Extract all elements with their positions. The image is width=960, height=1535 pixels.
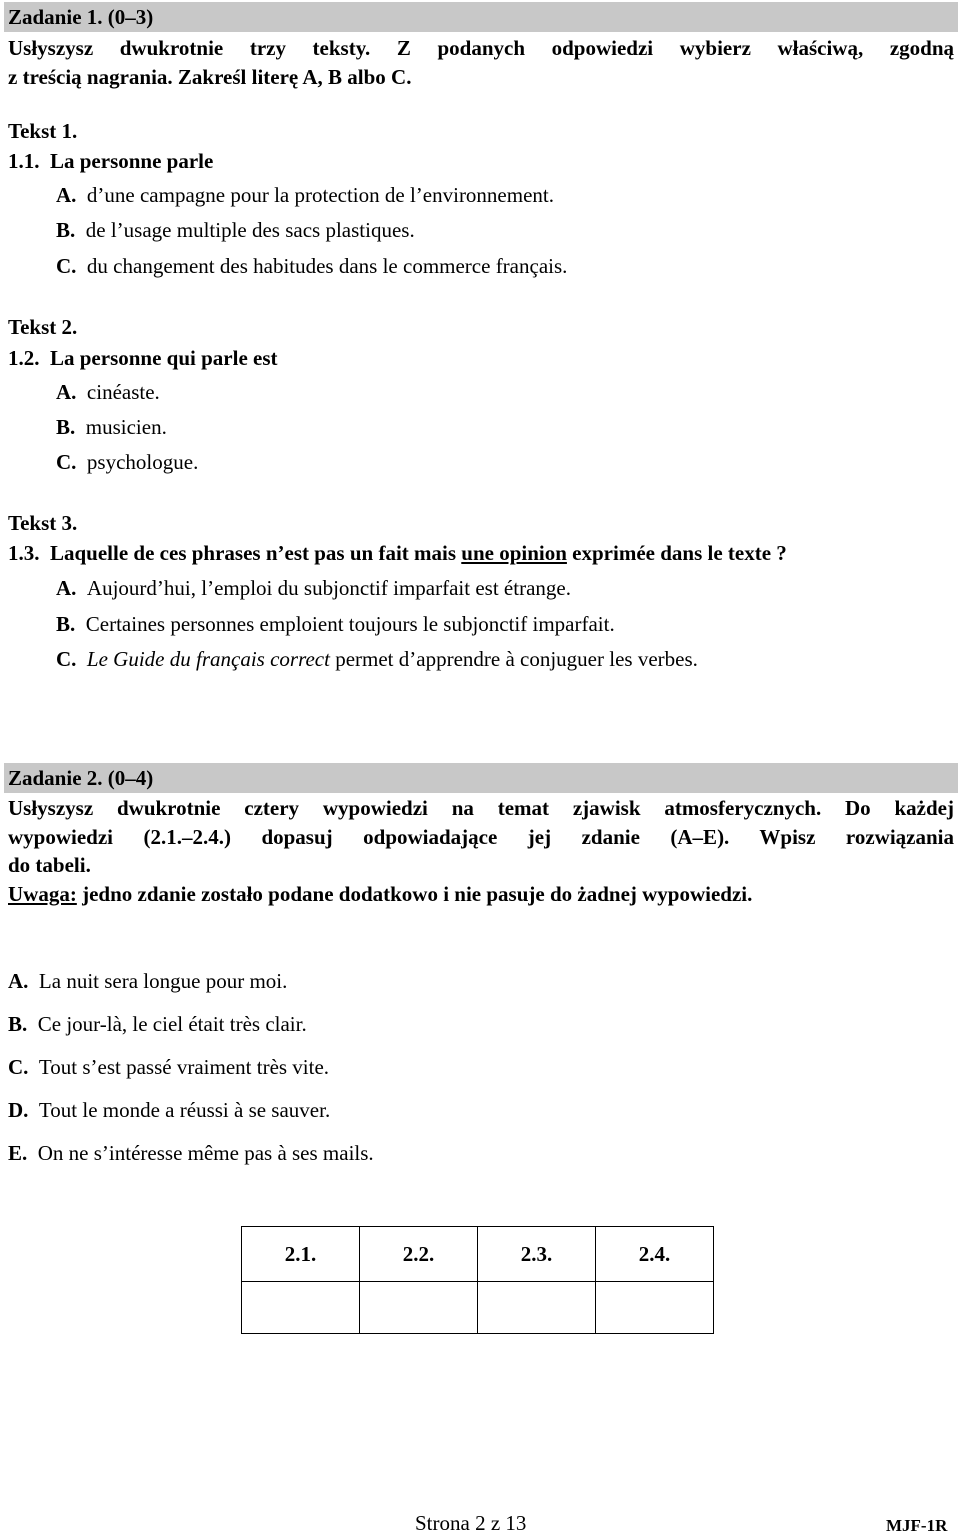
question-number: 1.1. (8, 149, 40, 173)
option-1-2-c: C. psychologue. (56, 450, 199, 474)
sentence-a: A. La nuit sera longue pour moi. (8, 969, 288, 993)
option-1-2-a: A. cinéaste. (56, 380, 160, 404)
answer-cell-2-2[interactable] (360, 1282, 478, 1334)
underlined-phrase: une opinion (461, 541, 567, 565)
task2-instruction-line2: wypowiedzi (2.1.–2.4.) dopasuj odpowiadające jej zdanie (A–E). Wpisz rozwiązania (8, 825, 954, 849)
task2-instruction-line1: Usłyszysz dwukrotnie cztery wypowiedzi na temat zjawisk atmosferycznych. Do każdej (8, 796, 954, 820)
sentence-d: D. Tout le monde a réussi à se sauver. (8, 1098, 331, 1122)
table-header-2-2: 2.2. (360, 1227, 478, 1282)
question-1-3: 1.3. Laquelle de ces phrases n’est pas un fait mais une opinion exprimée dans le texte ? (8, 541, 787, 565)
book-title: Le Guide du français correct (86, 647, 330, 671)
table-header-2-1: 2.1. (242, 1227, 360, 1282)
sentence-e: E. On ne s’intéresse même pas à ses mails. (8, 1141, 374, 1165)
exam-code: MJF-1R (886, 1516, 948, 1535)
sentence-c: C. Tout s’est passé vraiment très vite. (8, 1055, 330, 1079)
sentence-b: B. Ce jour-là, le ciel était très clair. (8, 1012, 307, 1036)
table-header-2-4: 2.4. (596, 1227, 714, 1282)
answer-cell-2-1[interactable] (242, 1282, 360, 1334)
option-1-3-b: B. Certaines personnes emploient toujours le subjonctif imparfait. (56, 612, 615, 636)
option-1-3-a: A. Aujourd’hui, l’emploi du subjonctif imparfait est étrange. (56, 576, 571, 600)
question-1-2 (8, 348, 278, 369)
table-header-2-3: 2.3. (478, 1227, 596, 1282)
task1-instruction-line2: z treścią nagrania. Zakreśl literę A, B albo C. (8, 65, 412, 89)
question-text: La personne parle (50, 149, 214, 173)
task1-instruction-line1: Usłyszysz dwukrotnie trzy teksty. Z podanych odpowiedzi wybierz właściwą, zgodną (8, 36, 954, 60)
task2-heading: Zadanie 2. (0–4) (8, 766, 154, 790)
task2-note (8, 884, 752, 905)
answer-table (241, 1226, 714, 1334)
page-number: Strona 2 z 13 (415, 1511, 527, 1535)
option-1-1-b: B. de l’usage multiple des sacs plastiques. (56, 218, 415, 242)
text2-title: Tekst 2. (8, 315, 78, 339)
task2-instruction-line3: do tabeli. (8, 853, 91, 877)
question-number: 1.2. (8, 346, 40, 370)
note-label: Uwaga: (8, 882, 77, 906)
option-1-3-c: C. Le Guide du français correct permet d’apprendre à conjuguer les verbes. (56, 647, 698, 671)
text1-title: Tekst 1. (8, 119, 78, 143)
note-text: jedno zdanie zostało podane dodatkowo i nie pasuje do żadnej wypowiedzi. (82, 882, 753, 906)
answer-cell-2-3[interactable] (478, 1282, 596, 1334)
option-1-1-a: A. d’une campagne pour la protection de l’environnement. (56, 183, 554, 207)
question-number: 1.3. (8, 541, 40, 565)
answer-cell-2-4[interactable] (596, 1282, 714, 1334)
task1-heading: Zadanie 1. (0–3) (8, 5, 154, 29)
question-text: La personne qui parle est (50, 346, 278, 370)
option-1-2-b: B. musicien. (56, 415, 167, 439)
text3-title: Tekst 3. (8, 511, 78, 535)
question-1-1 (8, 151, 213, 172)
option-1-1-c: C. du changement des habitudes dans le commerce français. (56, 254, 568, 278)
